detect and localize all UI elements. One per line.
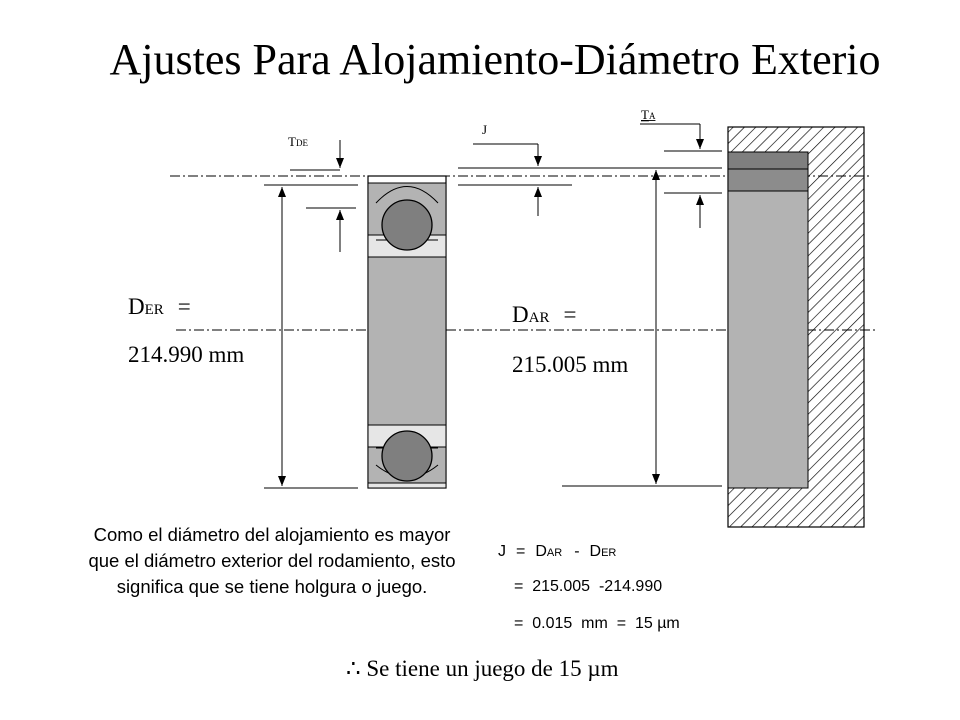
- lower-ball: [382, 431, 432, 481]
- d-er-value: 214.990 mm: [128, 342, 245, 367]
- j-label: J: [482, 122, 488, 137]
- calc-line-2: = 215.005 -214.990: [514, 578, 663, 595]
- t-de-label: TDE: [288, 134, 308, 149]
- d-er-label: DER =: [128, 294, 191, 319]
- housing: [728, 127, 864, 527]
- explanation-note: Como el diámetro del alojamiento es mayor que el diámetro exterior del rodamiento, esto significa que se tiene holgura o juego.: [88, 524, 456, 597]
- calc-line-1: J = DAR - DER: [498, 543, 617, 560]
- d-ar-value: 215.005 mm: [512, 352, 629, 377]
- calc-line-3: = 0.015 mm = 15 µm: [514, 615, 680, 632]
- conclusion-text: ∴ Se tiene un juego de 15 µm: [346, 656, 619, 681]
- upper-ball: [382, 200, 432, 250]
- t-a-label: TA: [641, 107, 656, 122]
- d-ar-label: DAR =: [512, 302, 577, 327]
- page-title: Ajustes Para Alojamiento-Diámetro Exterio: [109, 35, 881, 84]
- clearance-calculation: [498, 543, 680, 632]
- bearing: [368, 176, 446, 488]
